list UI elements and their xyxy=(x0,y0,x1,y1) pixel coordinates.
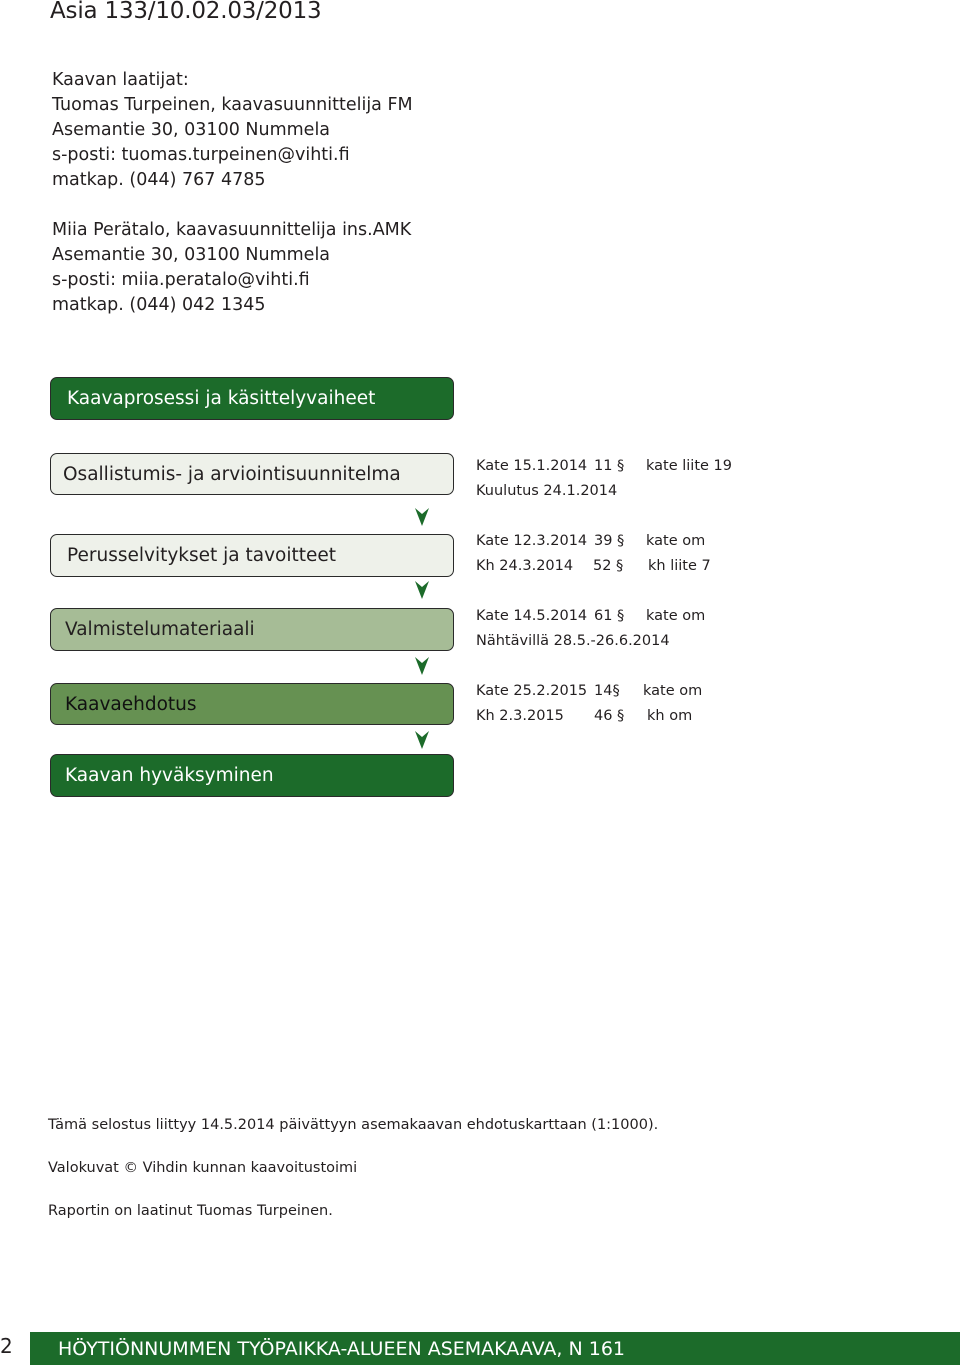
spacer xyxy=(52,193,413,218)
decision-ref: kh om xyxy=(647,708,693,724)
stage-basic-studies xyxy=(50,534,454,577)
page-number: 2 xyxy=(0,1334,13,1358)
decision-section: 61 § xyxy=(594,608,625,624)
stage-plan-proposal xyxy=(50,683,454,725)
stage-preparation-material xyxy=(50,608,454,651)
arrow-down-icon xyxy=(414,580,430,600)
note-photos: Valokuvat © Vihdin kunnan kaavoitustoimi xyxy=(48,1160,358,1176)
decision-section: 46 § xyxy=(594,708,625,724)
author-1-phone: matkap. (044) 767 4785 xyxy=(52,170,266,190)
stage-label: Kaavan hyväksyminen xyxy=(65,765,274,786)
footer-bar xyxy=(30,1332,960,1365)
document-header: Asia 133/10.02.03/2013 xyxy=(50,0,322,24)
author-2-name: Miia Perätalo, kaavasuunnittelija ins.AMK xyxy=(52,220,412,240)
process-title-box xyxy=(50,377,454,420)
note-author: Raportin on laatinut Tuomas Turpeinen. xyxy=(48,1203,333,1219)
arrow-down-icon xyxy=(414,656,430,676)
announcement-date: Kuulutus 24.1.2014 xyxy=(476,483,618,499)
author-2-address: Asemantie 30, 03100 Nummela xyxy=(52,245,331,265)
decision-date: Kh 2.3.2015 xyxy=(476,708,564,724)
decision-date: Kate 14.5.2014 xyxy=(476,608,588,624)
plan-authors xyxy=(52,68,413,318)
stage-participation-plan xyxy=(50,453,454,495)
author-1-email: s-posti: tuomas.turpeinen@vihti.fi xyxy=(52,145,350,165)
decision-ref: kate om xyxy=(646,608,706,624)
process-title: Kaavaprosessi ja käsittelyvaiheet xyxy=(67,388,376,409)
arrow-down-icon xyxy=(414,730,430,750)
arrow-down-icon xyxy=(414,507,430,527)
stage-label: Kaavaehdotus xyxy=(65,693,197,715)
author-1-address: Asemantie 30, 03100 Nummela xyxy=(52,120,331,140)
authors-heading: Kaavan laatijat: xyxy=(52,70,189,90)
decision-ref: kate om xyxy=(646,533,706,549)
author-2-email: s-posti: miia.peratalo@vihti.fi xyxy=(52,270,310,290)
decision-section: 52 § xyxy=(593,558,624,574)
decision-date: Kh 24.3.2014 xyxy=(476,558,574,574)
decision-ref: kh liite 7 xyxy=(648,558,711,574)
decision-ref: kate om xyxy=(643,683,703,699)
decision-ref: kate liite 19 xyxy=(646,458,732,474)
decision-section: 39 § xyxy=(594,533,625,549)
stage-label: Perusselvitykset ja tavoitteet xyxy=(67,545,337,566)
decision-date: Kate 15.1.2014 xyxy=(476,458,588,474)
stage-label: Valmistelumateriaali xyxy=(65,619,255,640)
footer-title: HÖYTIÖNNUMMEN TYÖPAIKKA-ALUEEN ASEMAKAAVA, N 161 xyxy=(58,1337,625,1360)
decision-date: Kate 25.2.2015 xyxy=(476,683,588,699)
stage-label: Osallistumis- ja arviointisuunnitelma xyxy=(63,463,401,485)
decision-section: 11 § xyxy=(594,458,625,474)
decision-section: 14§ xyxy=(594,683,620,699)
display-period: Nähtävillä 28.5.-26.6.2014 xyxy=(476,633,670,649)
stage-plan-approval xyxy=(50,754,454,797)
decision-date: Kate 12.3.2014 xyxy=(476,533,588,549)
note-related-map: Tämä selostus liittyy 14.5.2014 päivättyyn asemakaavan ehdotuskarttaan (1:1000). xyxy=(48,1117,659,1133)
author-1-name: Tuomas Turpeinen, kaavasuunnittelija FM xyxy=(52,95,413,115)
author-2-phone: matkap. (044) 042 1345 xyxy=(52,295,266,315)
